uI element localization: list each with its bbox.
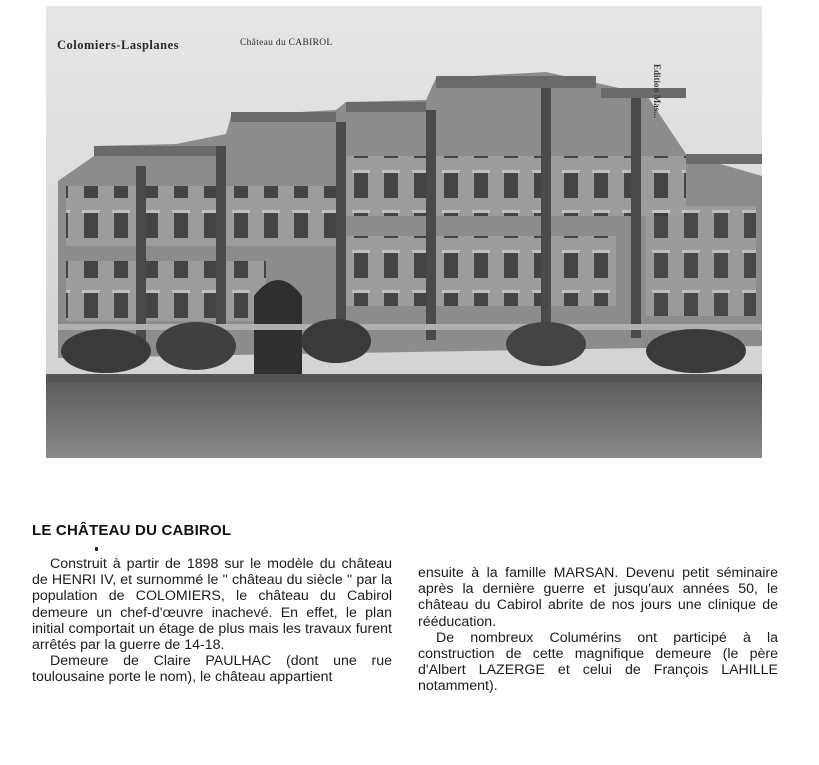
photo-caption-location: Colomiers-Lasplanes (57, 38, 179, 52)
paragraph: Construit à partir de 1898 sur le modèle du château de HENRI IV, et surnommé le '' château du siècle '' par la population de COLOMIERS, le château du Cabirol demeure un chef-d'œuvre inachevé. En effet, le plan initial comportait un étage de plus mais les travaux furent arrêtés par la guerre de 14-18. (32, 556, 392, 654)
paragraph: De nombreux Columérins ont participé à la construction de cette magnifique demeure (le père d'Albert LAZERGE et celui de François LAHILLE notamment). (418, 629, 778, 695)
paragraph: ensuite à la famille MARSAN. Devenu petit séminaire après la dernière guerre et jusqu'aux années 50, le château du Cabirol abrite de nos jours une clinique de rééducation. (418, 565, 778, 630)
photo-caption-title: Château du CABIROL (240, 38, 333, 48)
article-column-left (32, 556, 392, 686)
bullet-mark (95, 547, 98, 551)
photo-caption-edition: Edition Mas... (652, 64, 662, 119)
article-column-right (418, 565, 778, 695)
article-heading: LE CHÂTEAU DU CABIROL (32, 522, 232, 539)
paragraph: Demeure de Claire PAULHAC (dont une rue toulousaine porte le nom), le château appartient (32, 653, 392, 686)
